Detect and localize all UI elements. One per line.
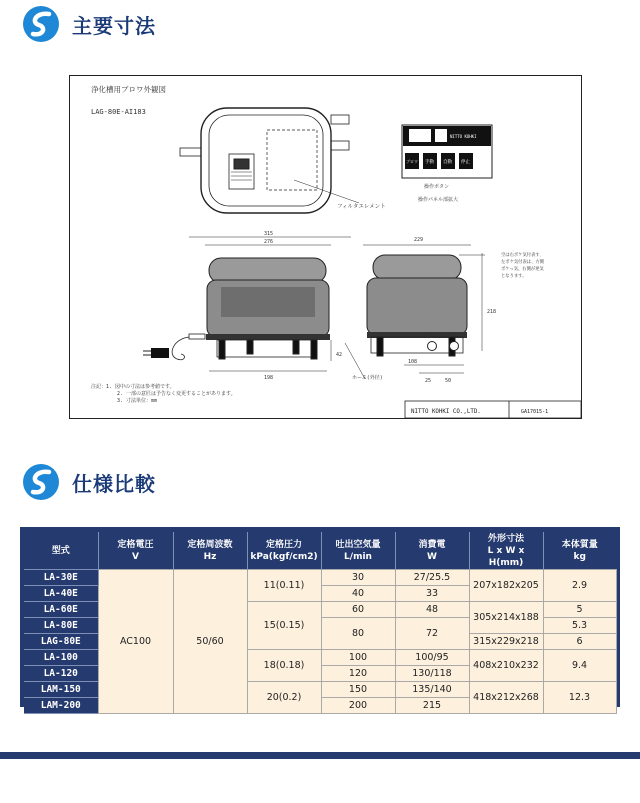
dim-50: 50 <box>445 378 452 384</box>
header-cell: 本体質量 kg <box>543 532 616 570</box>
model-cell: LAM-150 <box>24 682 98 698</box>
header-cell: 外形寸法 L x W x H(mm) <box>469 532 543 570</box>
dimensions-cell: 305x214x188 <box>469 602 543 634</box>
power-cell: 215 <box>395 698 469 714</box>
airflow-cell: 40 <box>321 586 395 602</box>
header-cell: 吐出空気量 L/min <box>321 532 395 570</box>
airflow-cell: 30 <box>321 570 395 586</box>
pressure-cell: 20(0.2) <box>247 682 321 714</box>
pressure-cell: 15(0.15) <box>247 602 321 650</box>
power-cell: 27/25.5 <box>395 570 469 586</box>
weight-cell: 5.3 <box>543 618 616 634</box>
weight-cell: 9.4 <box>543 650 616 682</box>
dim-198: 198 <box>264 375 274 381</box>
weight-cell: 12.3 <box>543 682 616 714</box>
header-cell: 消費電 W <box>395 532 469 570</box>
spec-table <box>24 532 617 714</box>
footer-bar <box>0 752 640 759</box>
side-note: となります。 <box>501 274 527 279</box>
frequency-cell: 50/60 <box>173 570 247 714</box>
power-cell: 48 <box>395 602 469 618</box>
dimensions-cell: 315x229x218 <box>469 634 543 650</box>
drawing-note: 2. 一部の意匠は予告なく変更することがあります。 <box>117 391 236 397</box>
pressure-cell: 11(0.11) <box>247 570 321 602</box>
dim-25: 25 <box>425 378 432 384</box>
side-note: 空は右ポケ気付表す、 <box>501 253 544 258</box>
power-cell: 130/118 <box>395 666 469 682</box>
section-header-dimensions <box>22 5 156 43</box>
pressure-cell: 18(0.18) <box>247 650 321 682</box>
section-title: 仕様比較 <box>72 471 156 496</box>
company-name: NITTO KOHKI CO.,LTD. <box>411 409 481 415</box>
outline-drawing <box>69 75 582 419</box>
airflow-cell: 200 <box>321 698 395 714</box>
model-cell: LAG-80E <box>24 634 98 650</box>
drawing-title: 浄化槽用ブロワ外観図 <box>91 85 166 94</box>
voltage-cell: AC100 <box>98 570 173 714</box>
dimensions-cell: 408x210x232 <box>469 650 543 682</box>
panel-brand: NITTO KOHKI <box>450 134 477 139</box>
filter-label: フィルタエレメント <box>337 204 386 210</box>
header-cell: 定格電圧 V <box>98 532 173 570</box>
power-cell: 135/140 <box>395 682 469 698</box>
weight-cell: 5 <box>543 602 616 618</box>
spec-table-frame <box>20 527 620 711</box>
model-cell: LA-120 <box>24 666 98 682</box>
model-cell: LA-40E <box>24 586 98 602</box>
dim-218: 218 <box>487 309 497 315</box>
header-row <box>24 532 616 570</box>
model-cell: LA-80E <box>24 618 98 634</box>
airflow-cell: 100 <box>321 650 395 666</box>
section-title: 主要寸法 <box>72 13 156 38</box>
power-cell: 100/95 <box>395 650 469 666</box>
dimensions-cell: 418x212x268 <box>469 682 543 714</box>
dim-315: 315 <box>264 231 274 237</box>
panel-button-label: ブロワ <box>406 159 418 164</box>
header-cell: 定格周波数 Hz <box>173 532 247 570</box>
model-cell: LA-100 <box>24 650 98 666</box>
dim-42: 42 <box>336 352 343 358</box>
op-panel-label: 操作パネル部拡大 <box>418 197 459 203</box>
dim-108: 108 <box>408 359 418 365</box>
dim-276: 276 <box>264 239 274 245</box>
tube-label: ホース(外径) <box>352 375 383 381</box>
power-cell: 72 <box>395 618 469 650</box>
table-row <box>24 570 616 586</box>
model-cell: LAM-200 <box>24 698 98 714</box>
airflow-cell: 80 <box>321 618 395 650</box>
panel-button-label: 停止 <box>461 160 470 165</box>
side-note: ポケっ気、右側が逆気 <box>501 267 544 272</box>
dim-229: 229 <box>414 237 424 243</box>
swirl-logo-icon <box>22 463 60 501</box>
dimensions-cell: 207x182x205 <box>469 570 543 602</box>
side-note: 左ポケ気付表は、方側 <box>501 260 544 265</box>
section-header-spec <box>22 463 156 501</box>
weight-cell: 2.9 <box>543 570 616 602</box>
airflow-cell: 120 <box>321 666 395 682</box>
operation-panel <box>402 125 492 178</box>
panel-button-label: 自動 <box>443 160 452 165</box>
model-cell: LA-60E <box>24 602 98 618</box>
power-cell: 33 <box>395 586 469 602</box>
drawing-number: GA17015-1 <box>521 409 549 415</box>
weight-cell: 6 <box>543 634 616 650</box>
port-label: OUT <box>447 333 455 338</box>
swirl-logo-icon <box>22 5 60 43</box>
op-button-label: 操作ボタン <box>424 184 450 190</box>
drawing-note: 3. 寸法単位：mm <box>117 398 158 404</box>
airflow-cell: 150 <box>321 682 395 698</box>
model-cell: LA-30E <box>24 570 98 586</box>
port-label: OUT <box>425 333 433 338</box>
drawing-model: LAG-80E-AI183 <box>91 108 146 116</box>
header-cell: 定格圧力 kPa(kgf/cm2) <box>247 532 321 570</box>
airflow-cell: 60 <box>321 602 395 618</box>
header-cell: 型式 <box>24 532 98 570</box>
drawing-note: 注記：1. 図中の寸法は参考値です。 <box>91 384 175 390</box>
panel-button-label: 手動 <box>425 160 434 165</box>
